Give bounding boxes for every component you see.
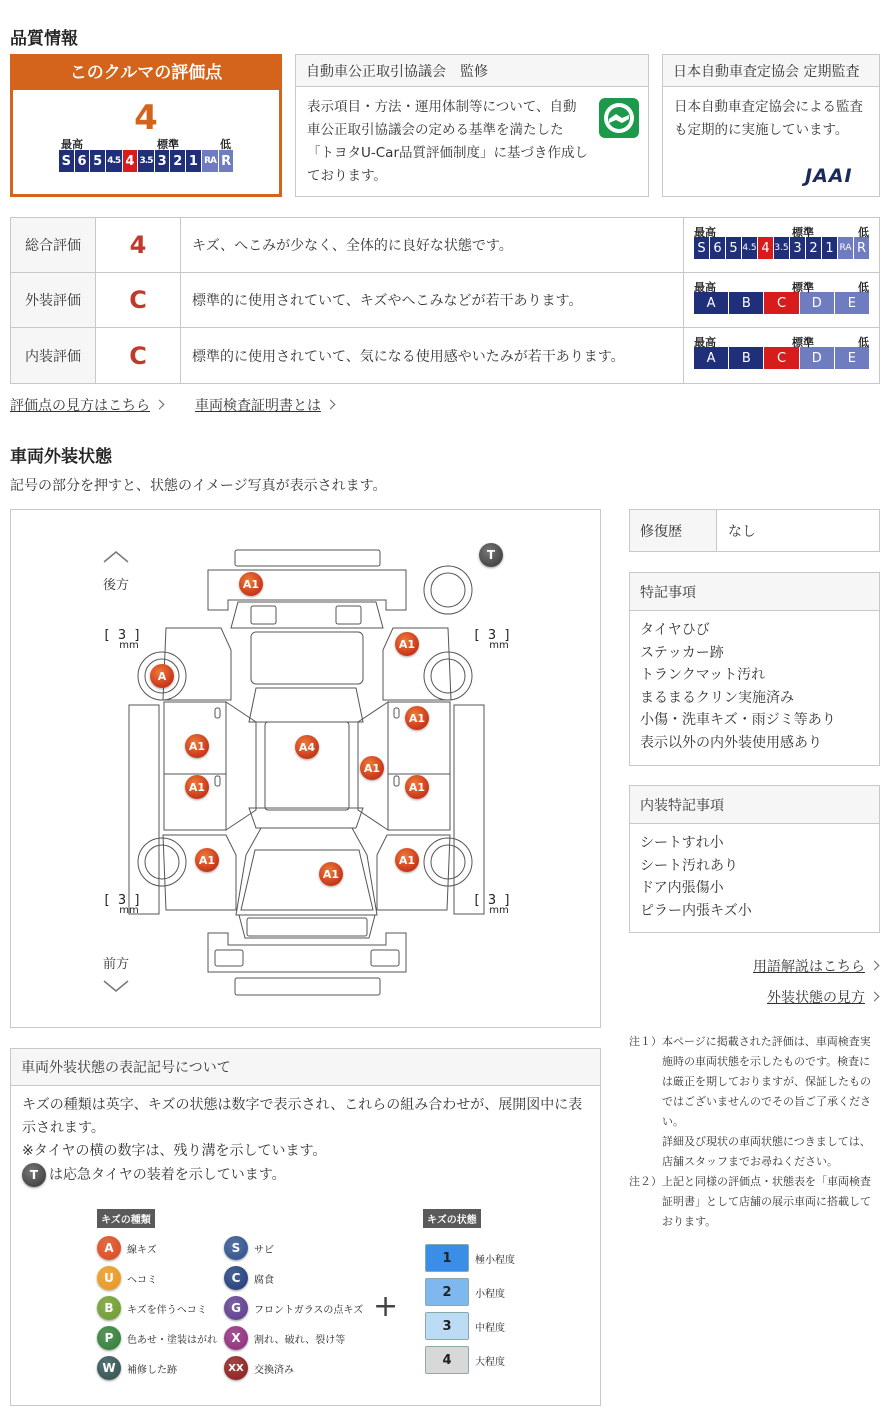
damage-type-item [97,1293,217,1323]
jaai-logo: JAAI [805,165,853,187]
scale-cell-RA: RA [838,237,853,259]
damage-type-item [224,1323,363,1353]
scale-cells [694,347,869,369]
damage-state-item [425,1275,515,1309]
jaai-title: 日本自動車査定協会 定期監査 [663,55,879,87]
legend-box [10,1048,601,1406]
note-1: 注１） 本ページに掲載された評価は、車両検査実施時の車両状態を示したものです。検査には厳正を期しておりますが、保証したものではございませんのでその旨ご了承ください。 [629,1035,871,1128]
damage-mark[interactable]: A1 [405,706,429,730]
scale-cell-1: 1 [186,150,201,172]
damage-state-3: 3 [425,1312,469,1340]
scale-cell-3.5: 3.5 [774,237,789,259]
scale-cell-E: E [835,292,869,314]
tread-front-left: [ 3 ] mm [104,893,140,916]
grade-desc: キズ、へこみが少なく、全体的に良好な状態です。 [181,218,684,272]
scale-cell-C: C [764,347,798,369]
special-notes [629,572,880,766]
interior-notes [629,785,880,933]
grade-label: 内装評価 [11,328,96,383]
scale-cells [694,292,869,314]
scale-cell-2: 2 [806,237,821,259]
rear-label: 後方 [103,578,130,593]
grade-scale [684,273,879,327]
damage-type-B-icon: B [97,1296,121,1320]
scale-cell-4: 4 [123,150,138,172]
scale-cell-4: 4 [758,237,773,259]
damage-type-C-icon: C [224,1266,248,1290]
overall-score: 4 [134,98,158,138]
score-box-title: このクルマの評価点 [13,57,279,90]
list-item: シートすれ小 [640,835,724,851]
scale-cell-1: 1 [822,237,837,259]
grade-value: 4 [96,218,181,272]
list-item: まるまるクリン実施済み [640,689,794,706]
plus-icon: + [373,1289,399,1324]
damage-type-item [97,1323,217,1353]
scale-cell-D: D [800,347,834,369]
chevron-right-icon [326,400,336,410]
chevron-right-icon [870,961,880,971]
note-1-extra: 詳細及び現状の車両状態につきましては、店舗スタッフまでお尋ねください。 [662,1135,871,1168]
state-legend [425,1241,515,1377]
scale-cell-D: D [800,292,834,314]
list-item: 表示以外の内外装使用感あり [640,734,822,751]
scale-std: 標準 [792,281,814,294]
exterior-subtitle: 記号の部分を押すと、状態のイメージ写真が表示されます。 [10,478,387,494]
scale-labels [694,279,869,292]
special-notes-list [630,611,879,762]
legend-line-1: キズの種類は英字、キズの状態は数字で表示され、これらの組み合わせが、展開図中に表示されます。 [22,1097,583,1136]
quality-section-title: 品質情報 [10,29,78,49]
grade-label: 外装評価 [11,273,96,327]
scale-cell-4.5: 4.5 [742,237,757,259]
grade-value: C [96,273,181,327]
type-legend-title: キズの種類 [97,1208,155,1228]
damage-type-label: 交換済み [254,1364,294,1376]
chevron-right-icon [155,400,165,410]
glossary-link[interactable]: 用語解説はこちら [753,956,878,976]
damage-state-label: 大程度 [475,1356,505,1368]
scale-cell-E: E [835,347,869,369]
tread-rear-right: [ 3 ] mm [474,628,510,651]
repair-history [629,509,880,552]
front-label: 前方 [103,957,130,972]
scale-cells [694,237,869,259]
grade-scale [684,218,879,272]
list-item: ドア内張傷小 [640,880,724,896]
scale-cell-S: S [59,150,74,172]
interior-notes-title: 内装特記事項 [630,786,879,824]
list-item: 小傷・洗車キズ・雨ジミ等あり [640,712,836,728]
damage-mark[interactable]: A1 [395,632,419,656]
grade-row [11,218,879,273]
grade-label: 総合評価 [11,218,96,272]
scale-labels [694,334,869,347]
legend-title: 車両外装状態の表記記号について [11,1049,600,1086]
fair-trade-text: 表示項目・方法・運用体制等について、自動車公正取引協議会の定める基準を満たした「トヨタU-Car品質評価制度」に基づき作成しております。 [307,99,589,184]
damage-type-label: 補修した跡 [127,1364,177,1376]
damage-type-P-icon: P [97,1326,121,1350]
repair-history-value: なし [728,523,756,540]
list-item: ピラー内張キズ小 [640,902,752,919]
scale-cell-RA: RA [202,150,219,172]
damage-type-item [224,1293,363,1323]
scale-cell-R: R [854,237,869,259]
damage-state-2: 2 [425,1278,469,1306]
damage-mark[interactable]: A1 [185,734,209,758]
scale-low: 低 [858,281,869,294]
damage-type-label: サビ [254,1244,274,1256]
state-legend-title: キズの状態 [423,1208,481,1228]
damage-type-U-icon: U [97,1266,121,1290]
damage-mark[interactable]: A1 [319,862,343,886]
damage-state-item [425,1309,515,1343]
score-howto-link[interactable]: 評価点の見方はこちら [10,395,163,415]
damage-mark[interactable]: A1 [395,848,419,872]
legend-text [11,1086,600,1187]
scale-high: 最高 [694,226,716,239]
scale-high: 最高 [694,336,716,349]
damage-type-item [97,1263,217,1293]
damage-type-XX-icon: XX [224,1356,248,1380]
scale-cell-6: 6 [75,150,90,172]
damage-type-label: ヘコミ [127,1274,157,1286]
damage-type-label: 色あせ・塗装はがれ [127,1334,217,1346]
damage-type-item [97,1353,217,1383]
damage-mark[interactable]: A [150,664,174,688]
damage-mark[interactable]: A1 [195,848,219,872]
damage-type-label: 線キズ [127,1244,157,1256]
jaai-box [662,54,880,197]
legend-line-3: T は応急タイヤの装着を示しています。 [22,1163,589,1187]
scale-labels: 最高 標準 低 [61,138,231,151]
damage-type-item [224,1263,363,1293]
scale-low: 低 [858,226,869,239]
jaai-text: 日本自動車査定協会による監査も定期的に実施しています。 [674,99,863,138]
scale-high: 最高 [694,281,716,294]
scale-cell-3.5: 3.5 [138,150,154,172]
grade-value: C [96,328,181,383]
scale-cell-5: 5 [726,237,741,259]
list-item: タイヤひび [640,622,710,638]
scale-cell-A: A [694,347,728,369]
scale-cell-C: C [764,292,798,314]
exterior-howto-link[interactable]: 外装状態の見方 [767,987,878,1007]
scale-cell-B: B [729,347,763,369]
type-legend-right [224,1233,363,1383]
chevron-right-icon [870,992,880,1002]
grades-table [10,217,880,384]
damage-state-label: 小程度 [475,1288,505,1300]
damage-type-S-icon: S [224,1236,248,1260]
exterior-section-title: 車両外装状態 [10,447,112,467]
list-item: シート汚れあり [640,857,738,874]
damage-type-G-icon: G [224,1296,248,1320]
scale-cell-5: 5 [90,150,105,172]
score-box [10,54,282,197]
scale-cell-3: 3 [155,150,170,172]
damage-type-label: 腐食 [254,1274,274,1286]
score-scale [59,150,233,172]
list-item: ステッカー跡 [640,644,724,661]
damage-mark[interactable]: A1 [239,572,263,596]
exterior-diagram [10,509,601,1028]
spare-tire-icon: T [22,1163,46,1187]
damage-type-label: キズを伴うヘコミ [127,1304,207,1316]
scale-cell-A: A [694,292,728,314]
grade-scale [684,328,879,383]
damage-type-W-icon: W [97,1356,121,1380]
fair-trade-mark-icon [598,97,640,139]
scale-cell-B: B [729,292,763,314]
damage-state-item [425,1241,515,1275]
scale-cell-3: 3 [790,237,805,259]
fair-trade-box [295,54,649,197]
damage-state-4: 4 [425,1346,469,1374]
grade-desc: 標準的に使用されていて、キズやへこみなどが若干あります。 [181,273,684,327]
scale-low: 低 [858,336,869,349]
scale-labels [694,224,869,237]
grade-row [11,273,879,328]
damage-mark[interactable]: A1 [185,775,209,799]
scale-cell-6: 6 [710,237,725,259]
grade-row [11,328,879,383]
car-outline-diagram [11,510,602,1029]
scale-std: 標準 [792,226,814,239]
repair-history-label: 修復歴 [630,510,717,551]
damage-state-label: 極小程度 [475,1254,515,1266]
damage-type-item [224,1353,363,1383]
interior-notes-list [630,824,879,930]
tread-rear-left: [ 3 ] mm [104,628,140,651]
damage-mark[interactable]: A1 [360,756,384,780]
legend-line-2: ※タイヤの横の数字は、残り溝を示しています。 [22,1143,327,1159]
damage-type-item [97,1233,217,1263]
damage-type-label: 割れ、破れ、裂け等 [254,1334,346,1346]
scale-cell-2: 2 [170,150,185,172]
damage-type-label: フロントガラスの点キズ [254,1304,364,1316]
scale-std: 標準 [792,336,814,349]
damage-mark[interactable]: A4 [295,735,319,759]
grade-desc: 標準的に使用されていて、気になる使用感やいたみが若干あります。 [181,328,684,383]
damage-state-label: 中程度 [475,1322,505,1334]
note-2: 注２） 上記と同様の評価点・状態表を「車両検査証明書」として店舗の展示車両に搭載しております。 [629,1175,871,1228]
type-legend-left [97,1233,217,1383]
damage-type-A-icon: A [97,1236,121,1260]
damage-type-X-icon: X [224,1326,248,1350]
damage-mark[interactable]: A1 [405,775,429,799]
spare-tire-mark[interactable]: T [479,543,503,567]
damage-type-item [224,1233,363,1263]
certificate-link[interactable]: 車両検査証明書とは [195,395,334,415]
damage-state-1: 1 [425,1244,469,1272]
fair-trade-title: 自動車公正取引協議会 監修 [296,55,648,87]
list-item: トランクマット汚れ [640,667,766,683]
tread-front-right: [ 3 ] mm [474,893,510,916]
damage-state-item [425,1343,515,1377]
notes [629,1032,881,1232]
scale-cell-R: R [219,150,233,172]
scale-cell-S: S [694,237,709,259]
special-notes-title: 特記事項 [630,573,879,611]
scale-cell-4.5: 4.5 [106,150,122,172]
